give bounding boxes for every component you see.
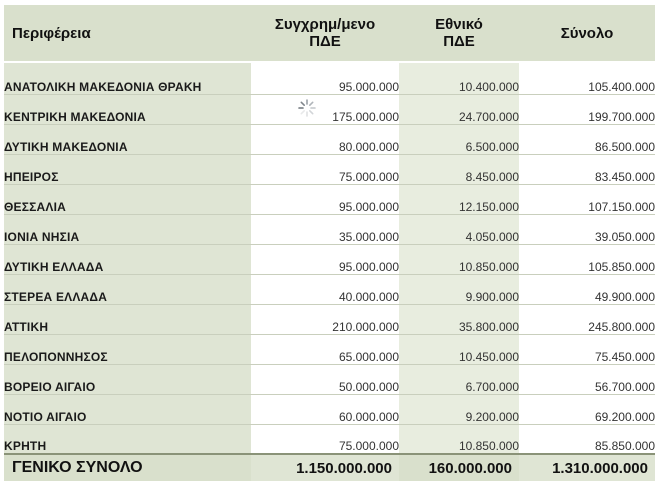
table-row	[4, 154, 655, 184]
national-cell: 6.500.000	[399, 124, 519, 154]
total-cell: 199.700.000	[519, 94, 655, 124]
total-cell: 105.850.000	[519, 244, 655, 274]
cofunded-cell: 210.000.000	[251, 304, 399, 334]
table-row	[4, 184, 655, 214]
total-cell: 75.450.000	[519, 334, 655, 364]
budget-table-container	[4, 5, 655, 481]
total-cell: 107.150.000	[519, 184, 655, 214]
total-cell: 105.400.000	[519, 62, 655, 94]
table-row	[4, 304, 655, 334]
grand-total-cofunded: 1.150.000.000	[251, 454, 399, 481]
total-cell: 56.700.000	[519, 364, 655, 394]
header-row	[4, 5, 655, 62]
cofunded-cell: 95.000.000	[251, 184, 399, 214]
regional-budget-table	[4, 5, 655, 481]
table-row	[4, 244, 655, 274]
region-cell: ΙΟΝΙΑ ΝΗΣΙΑ	[4, 214, 251, 244]
cofunded-cell: 175.000.000	[251, 94, 399, 124]
grand-total-label: ΓΕΝΙΚΟ ΣΥΝΟΛΟ	[4, 454, 251, 481]
national-cell: 9.200.000	[399, 394, 519, 424]
table-row	[4, 62, 655, 94]
cofunded-cell: 50.000.000	[251, 364, 399, 394]
region-cell: ΔΥΤΙΚΗ ΕΛΛΑΔΑ	[4, 244, 251, 274]
cofunded-cell: 40.000.000	[251, 274, 399, 304]
cofunded-cell: 80.000.000	[251, 124, 399, 154]
total-cell: 49.900.000	[519, 274, 655, 304]
table-header	[4, 5, 655, 62]
region-cell: ΝΟΤΙΟ ΑΙΓΑΙΟ	[4, 394, 251, 424]
region-cell: ΑΤΤΙΚΗ	[4, 304, 251, 334]
header-region: Περιφέρεια	[4, 5, 251, 62]
header-cofunded	[251, 5, 399, 62]
cofunded-cell: 95.000.000	[251, 62, 399, 94]
national-cell: 4.050.000	[399, 214, 519, 244]
national-cell: 10.400.000	[399, 62, 519, 94]
table-row	[4, 94, 655, 124]
table-row	[4, 124, 655, 154]
cofunded-cell: 75.000.000	[251, 424, 399, 454]
region-cell: ΒΟΡΕΙΟ ΑΙΓΑΙΟ	[4, 364, 251, 394]
cofunded-cell: 35.000.000	[251, 214, 399, 244]
national-cell: 10.450.000	[399, 334, 519, 364]
header-national-label: Εθνικό ΠΔΕ	[435, 16, 483, 50]
national-cell: 10.850.000	[399, 244, 519, 274]
national-cell: 9.900.000	[399, 274, 519, 304]
table-row	[4, 394, 655, 424]
total-cell: 245.800.000	[519, 304, 655, 334]
region-cell: ΣΤΕΡΕΑ ΕΛΛΑΔΑ	[4, 274, 251, 304]
region-cell: ΘΕΣΣΑΛΙΑ	[4, 184, 251, 214]
total-cell: 69.200.000	[519, 394, 655, 424]
region-cell: ΑΝΑΤΟΛΙΚΗ ΜΑΚΕΔΟΝΙΑ ΘΡΑΚΗ	[4, 62, 251, 94]
region-cell: ΔΥΤΙΚΗ ΜΑΚΕΔΟΝΙΑ	[4, 124, 251, 154]
table-row	[4, 334, 655, 364]
national-cell: 24.700.000	[399, 94, 519, 124]
region-cell: ΚΡΗΤΗ	[4, 424, 251, 454]
national-cell: 12.150.000	[399, 184, 519, 214]
grand-total-national: 160.000.000	[399, 454, 519, 481]
national-cell: 6.700.000	[399, 364, 519, 394]
total-cell: 39.050.000	[519, 214, 655, 244]
cofunded-cell: 60.000.000	[251, 394, 399, 424]
header-national	[399, 5, 519, 62]
national-cell: 10.850.000	[399, 424, 519, 454]
national-cell: 35.800.000	[399, 304, 519, 334]
cofunded-cell: 75.000.000	[251, 154, 399, 184]
header-cofunded-label: Συγχρημ/μενο ΠΔΕ	[274, 16, 376, 50]
total-cell: 85.850.000	[519, 424, 655, 454]
total-row	[4, 454, 655, 481]
cofunded-cell: 65.000.000	[251, 334, 399, 364]
region-cell: ΚΕΝΤΡΙΚΗ ΜΑΚΕΔΟΝΙΑ	[4, 94, 251, 124]
region-cell: ΗΠΕΙΡΟΣ	[4, 154, 251, 184]
total-cell: 86.500.000	[519, 124, 655, 154]
table-footer	[4, 454, 655, 481]
table-row	[4, 424, 655, 454]
total-cell: 83.450.000	[519, 154, 655, 184]
national-cell: 8.450.000	[399, 154, 519, 184]
table-body	[4, 62, 655, 454]
region-cell: ΠΕΛΟΠΟΝΝΗΣΟΣ	[4, 334, 251, 364]
table-row	[4, 364, 655, 394]
grand-total-sum: 1.310.000.000	[519, 454, 655, 481]
table-row	[4, 274, 655, 304]
cofunded-cell: 95.000.000	[251, 244, 399, 274]
table-row	[4, 214, 655, 244]
header-total: Σύνολο	[519, 5, 655, 62]
loading-spinner-icon	[297, 98, 317, 118]
